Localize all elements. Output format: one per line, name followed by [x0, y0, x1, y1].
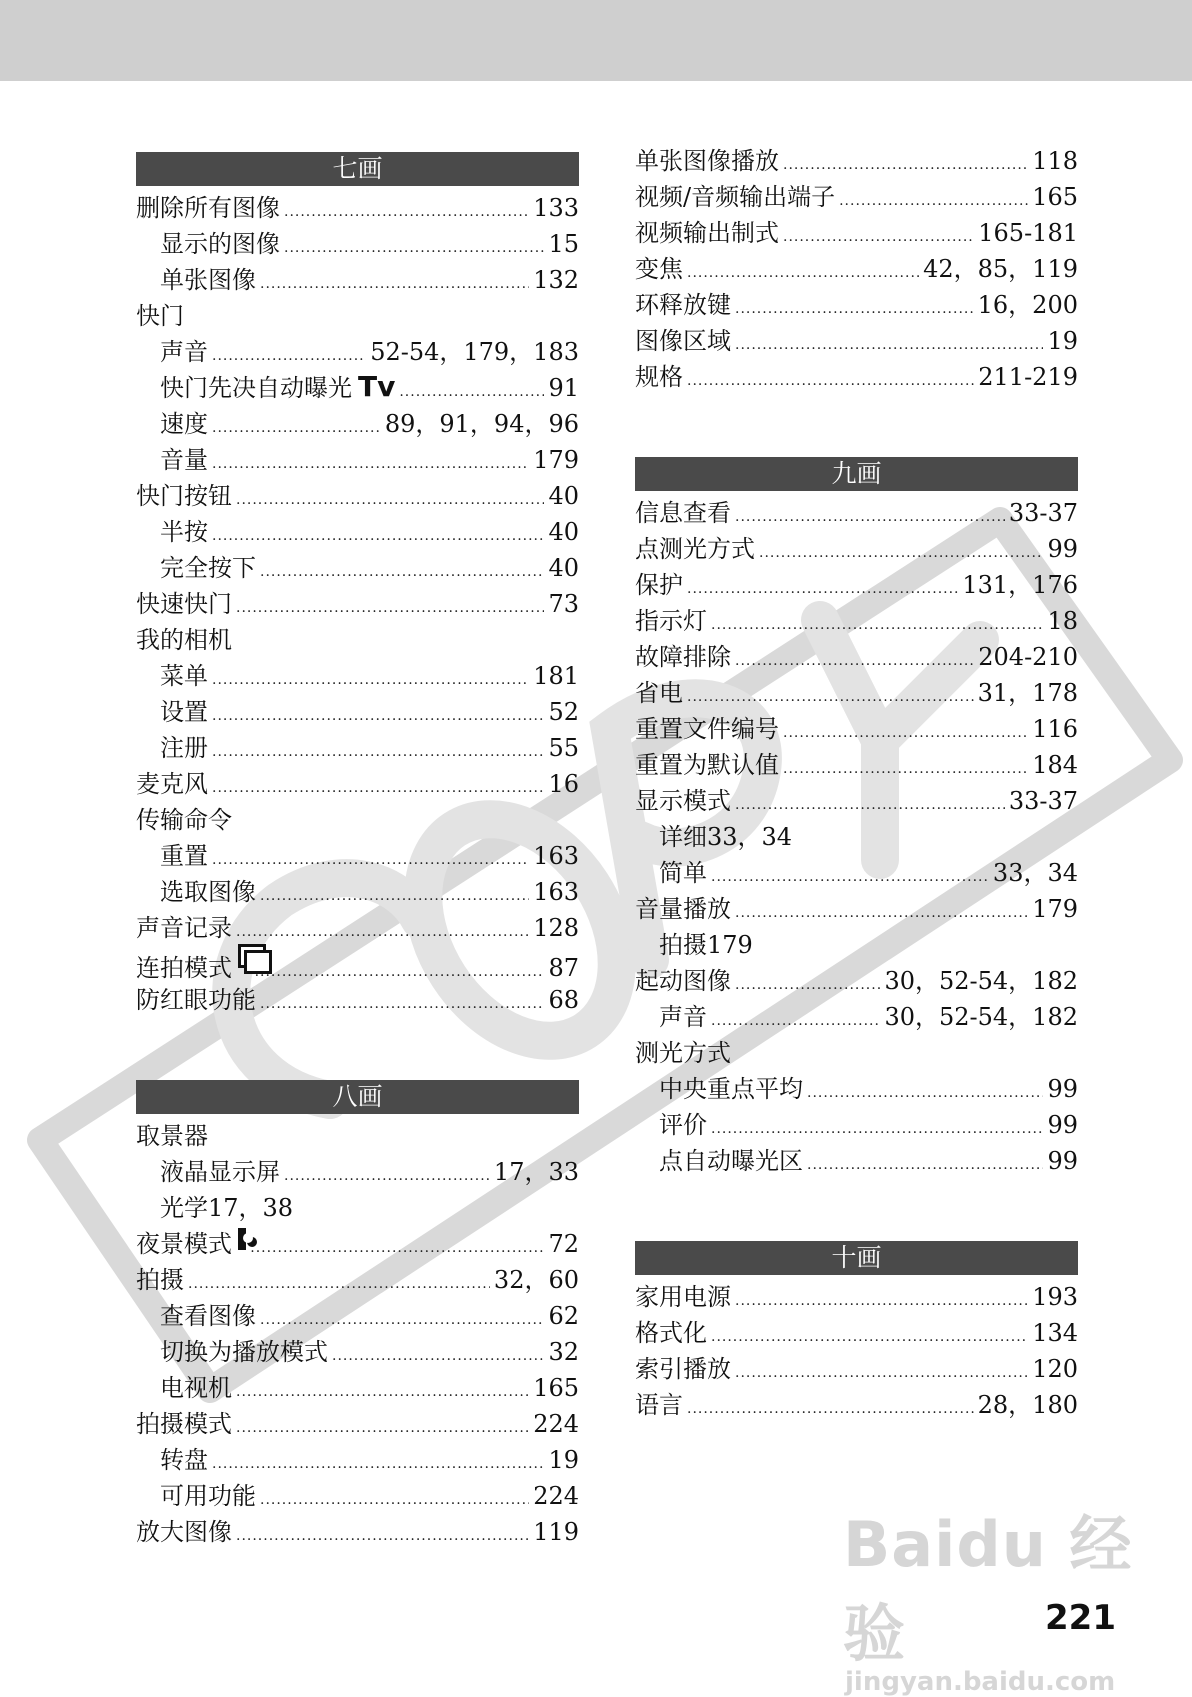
index-term: 快门	[136, 302, 184, 330]
dot-leader	[236, 914, 529, 950]
index-term: 点自动曝光区	[659, 1147, 803, 1175]
page-reference: 163	[533, 878, 579, 906]
index-term: 设置	[160, 698, 208, 726]
dot-leader	[212, 734, 544, 770]
dot-leader	[783, 147, 1028, 183]
dot-leader	[260, 986, 544, 1022]
page-reference: 204-210	[978, 643, 1078, 671]
index-entry	[635, 603, 1078, 639]
index-entry	[635, 495, 1078, 531]
index-entry	[136, 586, 579, 622]
page-reference: 28，180	[977, 1391, 1078, 1419]
dot-leader	[284, 194, 529, 230]
dot-leader	[236, 482, 544, 518]
dot-leader	[212, 518, 544, 554]
page-reference: 119	[533, 1518, 579, 1546]
page-reference: 193	[1032, 1283, 1078, 1311]
dot-leader	[711, 1111, 1043, 1147]
page-reference: 131，176	[962, 571, 1078, 599]
index-term: 环释放键	[635, 291, 731, 319]
index-term: 删除所有图像	[136, 194, 280, 222]
dot-leader	[687, 255, 919, 291]
page-reference: 42，85，119	[923, 255, 1078, 283]
index-term: 声音	[659, 1003, 707, 1031]
dot-leader	[260, 1482, 529, 1518]
page-reference: 32，60	[493, 1266, 579, 1294]
page-reference: 40	[548, 554, 579, 582]
page-reference: 68	[548, 986, 579, 1014]
dot-leader	[255, 954, 545, 990]
index-entry	[635, 1387, 1078, 1423]
page-reference: 55	[548, 734, 579, 762]
index-term: 速度	[160, 410, 208, 438]
index-subentry	[136, 406, 579, 442]
index-term: 转盘	[160, 1446, 208, 1474]
index-entry	[635, 359, 1078, 395]
index-entry	[136, 190, 579, 226]
index-subentry	[136, 370, 579, 406]
index-entry	[635, 323, 1078, 359]
index-term: 快门先决自动曝光	[160, 374, 352, 402]
index-section-nine-strokes	[635, 495, 1078, 1179]
index-term: 重置为默认值	[635, 751, 779, 779]
index-term: 索引播放	[635, 1355, 731, 1383]
index-term: 可用功能	[160, 1482, 256, 1510]
dot-leader	[759, 535, 1043, 571]
page-reference: 99	[1047, 535, 1078, 563]
index-entry	[635, 567, 1078, 603]
index-term: 视频输出制式	[635, 219, 779, 247]
dot-leader	[711, 859, 989, 895]
dot-leader	[783, 219, 974, 255]
dot-leader	[236, 1410, 529, 1446]
index-term: 显示的图像	[160, 230, 280, 258]
index-term: 完全按下	[160, 554, 256, 582]
page-reference: 99	[1047, 1147, 1078, 1175]
index-term: 拍摄模式	[136, 1410, 232, 1438]
page-reference: 133	[533, 194, 579, 222]
dot-leader	[839, 183, 1028, 219]
page-reference: 73	[548, 590, 579, 618]
index-subentry	[136, 730, 579, 766]
index-subentry	[635, 819, 1078, 855]
page-reference: 33，34	[992, 859, 1078, 887]
page-reference: 132	[533, 266, 579, 294]
page-reference: 33-37	[1008, 787, 1078, 815]
index-entry	[635, 251, 1078, 287]
index-entry	[136, 1262, 579, 1298]
page-reference: 18	[1047, 607, 1078, 635]
index-term: 防红眼功能	[136, 986, 256, 1014]
page-reference: 165	[1032, 183, 1078, 211]
index-subentry	[136, 442, 579, 478]
index-term: 半按	[160, 518, 208, 546]
index-term: 测光方式	[635, 1039, 731, 1067]
index-term: 信息查看	[635, 499, 731, 527]
index-entry	[635, 215, 1078, 251]
page-reference: 30，52-54，182	[884, 967, 1078, 995]
index-term: 简单	[659, 859, 707, 887]
index-term: 拍摄179	[659, 931, 753, 959]
index-term: 家用电源	[635, 1283, 731, 1311]
index-entry	[136, 1514, 579, 1550]
index-term: 我的相机	[136, 626, 232, 654]
index-subentry	[136, 1190, 579, 1226]
left-index-column	[136, 152, 579, 1550]
page-reference: 17，33	[493, 1158, 579, 1186]
index-term: 快速快门	[136, 590, 232, 618]
index-entry	[635, 675, 1078, 711]
index-term: 重置文件编号	[635, 715, 779, 743]
index-term: 图像区域	[635, 327, 731, 355]
index-term: 电视机	[160, 1374, 232, 1402]
index-term: 视频/音频输出端子	[635, 183, 836, 211]
index-term: 注册	[160, 734, 208, 762]
index-term: 光学17，38	[160, 1194, 294, 1222]
index-entry	[635, 891, 1078, 927]
index-entry	[136, 766, 579, 802]
tv-mode-icon: Tv	[358, 370, 396, 403]
section-heading: 九画	[635, 457, 1078, 491]
index-subentry	[136, 694, 579, 730]
dot-leader	[212, 698, 544, 734]
index-term: 单张图像	[160, 266, 256, 294]
index-term: 切换为播放模式	[160, 1338, 328, 1366]
index-subentry	[635, 1107, 1078, 1143]
index-entry	[635, 747, 1078, 783]
index-term: 连拍模式	[136, 954, 232, 982]
page-reference: 40	[548, 518, 579, 546]
page-number: 221	[1045, 1598, 1116, 1638]
index-entry	[635, 783, 1078, 819]
page-reference: 31，178	[977, 679, 1078, 707]
baidu-logo: Baidu 经验	[843, 1508, 1133, 1670]
page-reference: 181	[533, 662, 579, 690]
page-reference: 62	[548, 1302, 579, 1330]
index-term: 音量	[160, 446, 208, 474]
index-entry	[136, 946, 579, 982]
index-subentry	[635, 999, 1078, 1035]
index-term: 格式化	[635, 1319, 707, 1347]
dot-leader	[711, 1003, 880, 1039]
dot-leader	[735, 327, 1043, 363]
index-term: 变焦	[635, 255, 683, 283]
dot-leader	[735, 895, 1028, 931]
index-entry	[635, 963, 1078, 999]
index-subentry	[136, 1298, 579, 1334]
section-heading: 八画	[136, 1080, 579, 1114]
index-term: 显示模式	[635, 787, 731, 815]
index-term: 省电	[635, 679, 683, 707]
index-term: 选取图像	[160, 878, 256, 906]
dot-leader	[284, 1158, 490, 1194]
page-reference: 99	[1047, 1075, 1078, 1103]
dot-leader	[687, 1391, 974, 1427]
dot-leader	[212, 446, 529, 482]
page-reference: 33-37	[1008, 499, 1078, 527]
index-entry	[136, 910, 579, 946]
page-reference: 52-54，179，183	[370, 338, 579, 366]
page-reference: 163	[533, 842, 579, 870]
continuous-shooting-icon	[238, 944, 251, 974]
page-reference: 72	[548, 1230, 579, 1258]
index-section-continued	[635, 143, 1078, 395]
index-entry	[136, 802, 579, 838]
page-reference: 52	[548, 698, 579, 726]
page-reference: 30，52-54，182	[884, 1003, 1078, 1031]
page-reference: 179	[1032, 895, 1078, 923]
index-section-eight-strokes	[136, 1118, 579, 1550]
dot-leader	[711, 607, 1043, 643]
dot-leader	[735, 1283, 1028, 1319]
index-term: 菜单	[160, 662, 208, 690]
dot-leader	[735, 787, 1005, 823]
index-entry	[136, 298, 579, 334]
index-entry	[635, 1315, 1078, 1351]
page-reference: 16	[548, 770, 579, 798]
night-scene-icon	[238, 1228, 246, 1250]
page-reference: 165-181	[978, 219, 1078, 247]
index-term: 故障排除	[635, 643, 731, 671]
dot-leader	[212, 662, 529, 698]
index-section-ten-strokes	[635, 1279, 1078, 1423]
index-entry	[136, 1226, 579, 1262]
page-reference: 19	[1047, 327, 1078, 355]
page-reference: 184	[1032, 751, 1078, 779]
dot-leader	[188, 1266, 490, 1302]
section-heading: 十画	[635, 1241, 1078, 1275]
dot-leader	[687, 363, 974, 399]
index-entry	[136, 1118, 579, 1154]
index-term: 重置	[160, 842, 208, 870]
index-subentry	[635, 1071, 1078, 1107]
index-term: 规格	[635, 363, 683, 391]
dot-leader	[735, 291, 974, 327]
section-gap	[136, 1018, 579, 1080]
index-entry	[635, 143, 1078, 179]
index-subentry	[136, 1442, 579, 1478]
index-entry	[635, 1351, 1078, 1387]
top-gray-band	[0, 0, 1192, 81]
index-term: 查看图像	[160, 1302, 256, 1330]
baidu-watermark	[843, 1495, 1192, 1697]
index-entry	[635, 179, 1078, 215]
index-subentry	[136, 262, 579, 298]
dot-leader	[687, 571, 958, 607]
page-reference: 99	[1047, 1111, 1078, 1139]
dot-leader	[735, 1355, 1028, 1391]
dot-leader	[735, 967, 880, 1003]
index-entry	[635, 711, 1078, 747]
dot-leader	[807, 1147, 1043, 1183]
index-term: 夜景模式	[136, 1230, 232, 1258]
page-reference: 134	[1032, 1319, 1078, 1347]
index-entry	[136, 1406, 579, 1442]
page-reference: 224	[533, 1482, 579, 1510]
index-term: 点测光方式	[635, 535, 755, 563]
dot-leader	[735, 643, 974, 679]
index-entry	[635, 1279, 1078, 1315]
dot-leader	[236, 1374, 529, 1410]
index-term: 音量播放	[635, 895, 731, 923]
index-term: 放大图像	[136, 1518, 232, 1546]
index-subentry	[136, 1154, 579, 1190]
index-entry	[136, 478, 579, 514]
dot-leader	[783, 751, 1028, 787]
dot-leader	[260, 554, 544, 590]
dot-leader	[212, 770, 544, 806]
index-subentry	[136, 1334, 579, 1370]
index-subentry	[136, 226, 579, 262]
index-subentry	[136, 514, 579, 550]
page-reference: 179	[533, 446, 579, 474]
index-entry	[136, 982, 579, 1018]
page-reference: 165	[533, 1374, 579, 1402]
dot-leader	[399, 374, 544, 410]
page-reference: 224	[533, 1410, 579, 1438]
index-term: 液晶显示屏	[160, 1158, 280, 1186]
baidu-url: jingyan.baidu.com	[845, 1667, 1116, 1697]
dot-leader	[212, 338, 366, 374]
page-reference: 91	[548, 374, 579, 402]
index-subentry	[136, 874, 579, 910]
dot-leader	[783, 715, 1028, 751]
index-entry	[635, 287, 1078, 323]
page-reference: 15	[548, 230, 579, 258]
index-term: 单张图像播放	[635, 147, 779, 175]
page-reference: 89，91，94，96	[384, 410, 579, 438]
index-subentry	[635, 1143, 1078, 1179]
index-subentry	[635, 927, 1078, 963]
index-entry	[635, 1035, 1078, 1071]
index-term: 详细33，34	[659, 823, 793, 851]
dot-leader	[236, 590, 544, 626]
index-term: 拍摄	[136, 1266, 184, 1294]
page-reference: 120	[1032, 1355, 1078, 1383]
index-term: 麦克风	[136, 770, 208, 798]
index-entry	[136, 622, 579, 658]
index-term: 中央重点平均	[659, 1075, 803, 1103]
page-reference: 19	[548, 1446, 579, 1474]
section-gap	[635, 1179, 1078, 1241]
index-term: 语言	[635, 1391, 683, 1419]
index-entry	[635, 531, 1078, 567]
index-subentry	[635, 855, 1078, 891]
index-subentry	[136, 334, 579, 370]
dot-leader	[260, 266, 529, 302]
dot-leader	[212, 1446, 544, 1482]
index-term: 声音	[160, 338, 208, 366]
dot-leader	[236, 1518, 529, 1554]
dot-leader	[260, 878, 529, 914]
section-heading: 七画	[136, 152, 579, 186]
index-subentry	[136, 658, 579, 694]
dot-leader	[711, 1319, 1028, 1355]
dot-leader	[735, 499, 1005, 535]
page-reference: 128	[533, 914, 579, 942]
dot-leader	[332, 1338, 544, 1374]
index-term: 声音记录	[136, 914, 232, 942]
index-term: 快门按钮	[136, 482, 232, 510]
page-reference: 40	[548, 482, 579, 510]
dot-leader	[260, 1302, 544, 1338]
index-subentry	[136, 1478, 579, 1514]
dot-leader	[687, 679, 974, 715]
page-reference: 32	[548, 1338, 579, 1366]
page-reference: 87	[548, 954, 579, 982]
index-entry	[635, 639, 1078, 675]
dot-leader	[212, 410, 381, 446]
index-term: 保护	[635, 571, 683, 599]
index-term: 指示灯	[635, 607, 707, 635]
index-subentry	[136, 1370, 579, 1406]
index-term: 传输命令	[136, 806, 232, 834]
index-subentry	[136, 838, 579, 874]
right-index-column	[635, 143, 1078, 1423]
page-reference: 16，200	[977, 291, 1078, 319]
dot-leader	[212, 842, 529, 878]
dot-leader	[284, 230, 544, 266]
section-gap	[635, 395, 1078, 457]
page-reference: 116	[1032, 715, 1078, 743]
page-reference: 118	[1032, 147, 1078, 175]
index-section-seven-strokes	[136, 190, 579, 1018]
dot-leader	[807, 1075, 1043, 1111]
index-subentry	[136, 550, 579, 586]
dot-leader	[250, 1230, 544, 1266]
index-term: 评价	[659, 1111, 707, 1139]
index-term: 取景器	[136, 1122, 208, 1150]
page-reference: 211-219	[978, 363, 1078, 391]
index-term: 起动图像	[635, 967, 731, 995]
